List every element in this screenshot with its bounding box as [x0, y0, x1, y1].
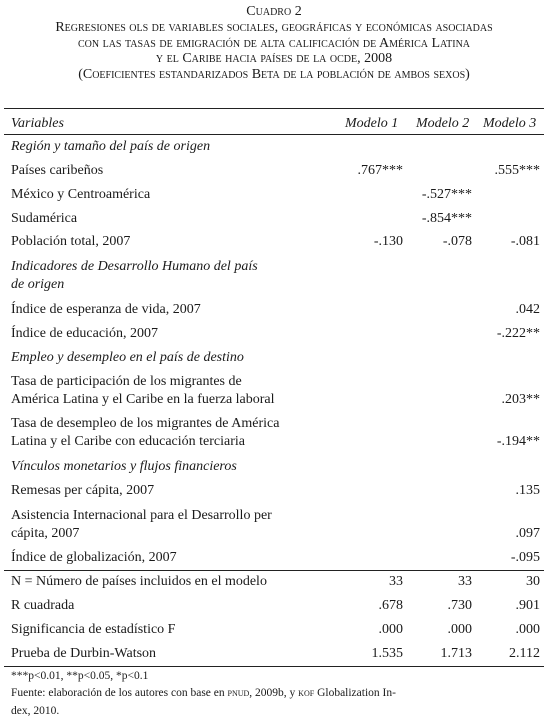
row-label: Remesas per cápita, 2007 — [11, 483, 155, 498]
cell-model-3: 30 — [526, 574, 540, 589]
row-label: Latina y el Caribe con educación terciaria — [11, 434, 245, 449]
section-heading: Región y tamaño del país de origen — [11, 139, 211, 154]
header-variables: Variables — [11, 116, 64, 131]
row-label: R cuadrada — [11, 598, 75, 613]
source-note: Fuente: elaboración de los autores con base en pnud, 2009b, y kof Globalization In- — [11, 687, 396, 699]
cell-model-3: .135 — [515, 483, 540, 498]
row-label: Índice de globalización, 2007 — [11, 550, 177, 565]
header-rule — [4, 134, 544, 135]
cell-model-3: .203** — [501, 392, 540, 407]
caption-label: Cuadro 2 — [246, 4, 302, 19]
significance-note: ***p<0.01, **p<0.05, *p<0.1 — [11, 670, 149, 682]
table-top-rule — [4, 108, 544, 109]
cell-model-2: 1.713 — [440, 646, 472, 661]
caption-line: y el Caribe hacia países de la ocde, 2008 — [155, 51, 393, 66]
section-heading: de origen — [11, 277, 65, 292]
cell-model-2: .730 — [447, 598, 472, 613]
cell-model-1: .000 — [378, 622, 403, 637]
cell-model-1: -.130 — [373, 234, 403, 249]
section-heading: Vínculos monetarios y flujos financieros — [11, 459, 237, 474]
cell-model-3: -.095 — [510, 550, 540, 565]
row-label: Prueba de Durbin-Watson — [11, 646, 157, 661]
cell-model-2: -.527*** — [421, 187, 472, 202]
cell-model-2: -.854*** — [421, 211, 472, 226]
row-label: Población total, 2007 — [11, 234, 131, 249]
row-label: Sudamérica — [11, 211, 78, 226]
acronym-kof: kof — [298, 687, 315, 699]
caption-line: Regresiones ols de variables sociales, geográficas y económicas asociadas — [55, 20, 493, 35]
cell-model-3: .555*** — [494, 163, 540, 178]
cell-model-1: 1.535 — [371, 646, 403, 661]
table-caption — [0, 20, 548, 82]
cell-model-3: .901 — [515, 598, 540, 613]
table-caption-label — [0, 4, 548, 20]
row-label: cápita, 2007 — [11, 526, 80, 541]
cell-model-2: .000 — [447, 622, 472, 637]
summary-rule — [4, 570, 544, 571]
caption-line: con las tasas de emigración de alta calificación de América Latina — [77, 35, 471, 51]
row-label: Índice de educación, 2007 — [11, 326, 158, 341]
row-label: Tasa de desempleo de los migrantes de América — [11, 416, 280, 431]
cell-model-2: -.078 — [442, 234, 472, 249]
row-label: Asistencia Internacional para el Desarrollo per — [11, 508, 272, 523]
cell-model-3: 2.112 — [509, 646, 540, 661]
caption-line: (Coeficientes estandarizados Beta de la población de ambos sexos) — [78, 66, 470, 82]
source-note-continued: dex, 2010. — [11, 705, 60, 717]
header-model-1: Modelo 1 — [345, 116, 399, 131]
cell-model-3: -.222** — [496, 326, 540, 341]
cell-model-1: .767*** — [357, 163, 403, 178]
cell-model-3: .097 — [515, 526, 540, 541]
row-label: Significancia de estadístico F — [11, 622, 176, 637]
cell-model-2: 33 — [458, 574, 472, 589]
cell-model-1: .678 — [378, 598, 403, 613]
row-label: México y Centroamérica — [11, 187, 151, 202]
cell-model-3: -.194** — [496, 434, 540, 449]
acronym-pnud: pnud — [227, 687, 250, 699]
cell-model-3: -.081 — [510, 234, 540, 249]
cell-model-3: .000 — [515, 622, 540, 637]
row-label: América Latina y el Caribe en la fuerza laboral — [11, 392, 275, 407]
section-heading: Indicadores de Desarrollo Humano del país — [11, 259, 258, 274]
header-model-3: Modelo 3 — [483, 116, 537, 131]
row-label: Tasa de participación de los migrantes de — [11, 374, 242, 389]
header-model-2: Modelo 2 — [416, 116, 470, 131]
table-bottom-rule — [4, 666, 544, 667]
row-label: Índice de esperanza de vida, 2007 — [11, 302, 201, 317]
row-label: N = Número de países incluidos en el modelo — [11, 574, 267, 589]
cell-model-1: 33 — [389, 574, 403, 589]
section-heading: Empleo y desempleo en el país de destino — [11, 350, 244, 365]
cell-model-3: .042 — [515, 302, 540, 317]
row-label: Países caribeños — [11, 163, 104, 178]
